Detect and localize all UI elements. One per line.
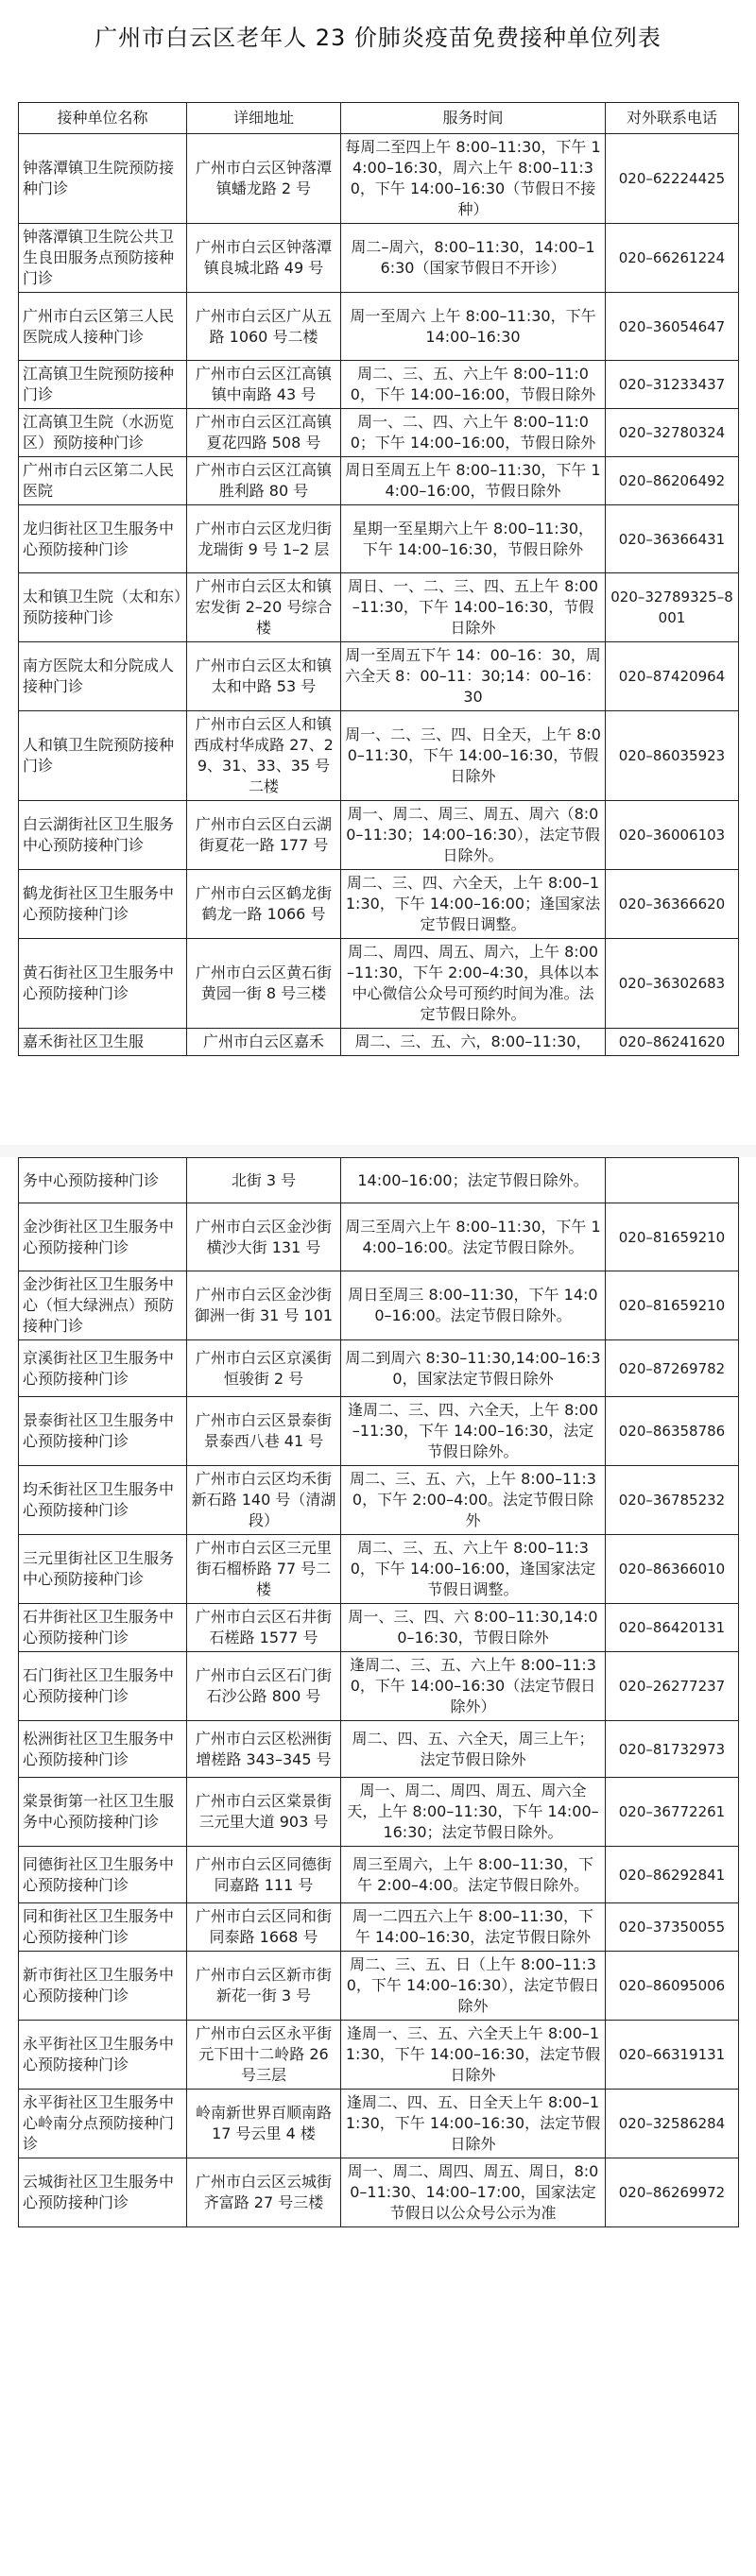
phone-cell: 020–86420131: [606, 1604, 739, 1652]
table-row: [19, 134, 739, 224]
service-hours-cell: 周一至周六 上午 8:00–11:30，下午 14:00–16:30: [341, 293, 606, 361]
unit-name-cell: 松洲街社区卫生服务中心预防接种门诊: [19, 1721, 187, 1778]
unit-name-cell: 人和镇卫生院预防接种门诊: [19, 711, 187, 801]
phone-cell: 020–36302683: [606, 939, 739, 1029]
phone-cell: [606, 1158, 739, 1203]
vaccination-table-part1: [18, 102, 739, 1056]
unit-name-cell: 龙归街社区卫生服务中心预防接种门诊: [19, 505, 187, 573]
service-hours-cell: 周二、周四、周五、周六，上午 8:00–11:30，下午 2:00–4:30，具体以本中心微信公众号可预约时间为准。法定节假日除外。: [341, 939, 606, 1029]
service-hours-cell: 逢周一、三、五、六全天上午 8:00–11:30，下午 14:00–16:30，法定节假日除外: [341, 2021, 606, 2090]
table-row: [19, 711, 739, 801]
address-cell: 广州市白云区云城街齐富路 27 号三楼: [187, 2158, 341, 2227]
table-row: [19, 1652, 739, 1721]
phone-cell: 020–81659210: [606, 1271, 739, 1340]
table-row: [19, 361, 739, 409]
service-hours-cell: 逢周二、三、四、六全天，上午 8:00–11:30，下午 14:00–16:30，法定节假日除外。: [341, 1397, 606, 1466]
address-cell: 广州市白云区龙归街龙瑞街 9 号 1–2 层: [187, 505, 341, 573]
address-cell: 广州市白云区同德街同嘉路 111 号: [187, 1847, 341, 1903]
unit-name-cell: 永平街社区卫生服务中心岭南分点预防接种门诊: [19, 2090, 187, 2158]
phone-cell: 020–36785232: [606, 1466, 739, 1535]
phone-cell: 020–36366620: [606, 870, 739, 939]
service-hours-cell: 周三至周六上午 8:00–11:30，下午 14:00–16:00。法定节假日除外。: [341, 1203, 606, 1271]
unit-name-cell: 江高镇卫生院预防接种门诊: [19, 361, 187, 409]
phone-cell: 020–87420964: [606, 642, 739, 711]
table-header-row: [19, 103, 739, 134]
header-unit-name: 接种单位名称: [19, 103, 187, 134]
unit-name-cell: 南方医院太和分院成人接种门诊: [19, 642, 187, 711]
phone-cell: 020–86206492: [606, 457, 739, 505]
phone-cell: 020–32780324: [606, 409, 739, 457]
table-row: [19, 1535, 739, 1604]
table-row: [19, 1158, 739, 1203]
table-row: [19, 2090, 739, 2158]
address-cell: 广州市白云区石井街石槎路 1577 号: [187, 1604, 341, 1652]
table-row: [19, 1952, 739, 2021]
phone-cell: 020–36054647: [606, 293, 739, 361]
phone-cell: 020–32789325–8001: [606, 573, 739, 642]
unit-name-cell: 京溪街社区卫生服务中心预防接种门诊: [19, 1340, 187, 1397]
phone-cell: 020–31233437: [606, 361, 739, 409]
table-row: [19, 1466, 739, 1535]
service-hours-cell: 周一、二、四、六上午 8:00–11:00；下午 14:00–16:00，节假日除外: [341, 409, 606, 457]
service-hours-cell: 周一、周二、周三、周五、周六（8:00–11:30；14:00–16:30），法定节假日除外。: [341, 801, 606, 870]
unit-name-cell: 金沙街社区卫生服务中心（恒大绿洲点）预防接种门诊: [19, 1271, 187, 1340]
table-row: [19, 2158, 739, 2227]
table-row: [19, 1203, 739, 1271]
service-hours-cell: 14:00–16:00；法定节假日除外。: [341, 1158, 606, 1203]
service-hours-cell: 周一二四五六上午 8:00–11:30，下午 14:00–16:30，法定节假日除外: [341, 1903, 606, 1952]
table-row: [19, 1397, 739, 1466]
table-row: [19, 801, 739, 870]
unit-name-cell: 石门街社区卫生服务中心预防接种门诊: [19, 1652, 187, 1721]
phone-cell: 020–86241620: [606, 1029, 739, 1056]
address-cell: 岭南新世界百顺南路 17 号云里 4 楼: [187, 2090, 341, 2158]
service-hours-cell: 周二、四、五、六全天，周三上午；法定节假日除外: [341, 1721, 606, 1778]
address-cell: 广州市白云区松洲街增槎路 343–345 号: [187, 1721, 341, 1778]
service-hours-cell: 周二、三、五、六，8:00–11:30，: [341, 1029, 606, 1056]
address-cell: 广州市白云区鹤龙街鹤龙一路 1066 号: [187, 870, 341, 939]
address-cell: 广州市白云区金沙街横沙大街 131 号: [187, 1203, 341, 1271]
service-hours-cell: 周二–周六，8:00–11:30，14:00–16:30（国家节假日不开诊）: [341, 224, 606, 293]
table-row: [19, 642, 739, 711]
phone-cell: 020–36772261: [606, 1778, 739, 1847]
header-service-hours: 服务时间: [341, 103, 606, 134]
table-row: [19, 1029, 739, 1056]
service-hours-cell: 周日至周三 8:00–11:30，下午 14:00–16:00。法定节假日除外。: [341, 1271, 606, 1340]
service-hours-cell: 周一、周二、周四、周五、周日，8:00–11:30、14:00–17:00，国家法定节假日以公众号公示为准: [341, 2158, 606, 2227]
table-row: [19, 1340, 739, 1397]
service-hours-cell: 周二、三、五、日（上午 8:00–11:30，下午 14:00–16:30），法定节假日除外: [341, 1952, 606, 2021]
table-row: [19, 1778, 739, 1847]
address-cell: 广州市白云区景泰街景泰西八巷 41 号: [187, 1397, 341, 1466]
table-row: [19, 505, 739, 573]
unit-name-cell: 金沙街社区卫生服务中心预防接种门诊: [19, 1203, 187, 1271]
unit-name-cell: 三元里街社区卫生服务中心预防接种门诊: [19, 1535, 187, 1604]
phone-cell: 020–81732973: [606, 1721, 739, 1778]
phone-cell: 020–26277237: [606, 1652, 739, 1721]
phone-cell: 020–86269972: [606, 2158, 739, 2227]
unit-name-cell: 新市街社区卫生服务中心预防接种门诊: [19, 1952, 187, 2021]
service-hours-cell: 星期一至星期六上午 8:00–11:30，下午 14:00–16:30，节假日除外: [341, 505, 606, 573]
address-cell: 广州市白云区同和街同泰路 1668 号: [187, 1903, 341, 1952]
address-cell: 广州市白云区棠景街三元里大道 903 号: [187, 1778, 341, 1847]
table-row: [19, 1604, 739, 1652]
unit-name-cell: 太和镇卫生院（太和东）预防接种门诊: [19, 573, 187, 642]
address-cell: 广州市白云区广从五路 1060 号二楼: [187, 293, 341, 361]
phone-cell: 020–87269782: [606, 1340, 739, 1397]
unit-name-cell: 鹤龙街社区卫生服务中心预防接种门诊: [19, 870, 187, 939]
service-hours-cell: 逢周二、三、五、六上午 8:00–11:30，下午 14:00–16:30（法定节假日除外）: [341, 1652, 606, 1721]
address-cell: 广州市白云区钟落潭镇良城北路 49 号: [187, 224, 341, 293]
service-hours-cell: 逢周二、四、五、日全天上午 8:00–11:30，下午 14:00–16:30，法定节假日除外: [341, 2090, 606, 2158]
unit-name-cell: 广州市白云区第三人民医院成人接种门诊: [19, 293, 187, 361]
page-title: 广州市白云区老年人 23 价肺炎疫苗免费接种单位列表: [94, 25, 662, 51]
unit-name-cell: 均禾街社区卫生服务中心预防接种门诊: [19, 1466, 187, 1535]
unit-name-cell: 钟落潭镇卫生院公共卫生良田服务点预防接种门诊: [19, 224, 187, 293]
unit-name-cell: 嘉禾街社区卫生服: [19, 1029, 187, 1056]
phone-cell: 020–86035923: [606, 711, 739, 801]
service-hours-cell: 周二、三、五、六上午 8:00–11:30，下午 14:00–16:00，逢国家法定节假日调整。: [341, 1535, 606, 1604]
table-row: [19, 1721, 739, 1778]
unit-name-cell: 江高镇卫生院（水沥览区）预防接种门诊: [19, 409, 187, 457]
header-phone: 对外联系电话: [606, 103, 739, 134]
address-cell: 广州市白云区嘉禾: [187, 1029, 341, 1056]
phone-cell: 020–86292841: [606, 1847, 739, 1903]
address-cell: 广州市白云区石门街石沙公路 800 号: [187, 1652, 341, 1721]
service-hours-cell: 周二到周六 8:30–11:30,14:00–16:30，国家法定节假日除外: [341, 1340, 606, 1397]
address-cell: 广州市白云区金沙街御洲一街 31 号 101: [187, 1271, 341, 1340]
service-hours-cell: 周日至周五上午 8:00–11:30，下午 14:00–16:00，节假日除外: [341, 457, 606, 505]
service-hours-cell: 周日、一、二、三、四、五上午 8:00–11:30，下午 14:00–16:30，节假日除外: [341, 573, 606, 642]
phone-cell: 020–66261224: [606, 224, 739, 293]
phone-cell: 020–86358786: [606, 1397, 739, 1466]
address-cell: 广州市白云区永平街元下田十二岭路 26 号三层: [187, 2021, 341, 2090]
address-cell: 广州市白云区江高镇镇中南路 43 号: [187, 361, 341, 409]
table-row: [19, 939, 739, 1029]
page-break: [0, 1145, 756, 1157]
phone-cell: 020–81659210: [606, 1203, 739, 1271]
phone-cell: 020–86095006: [606, 1952, 739, 2021]
address-cell: 广州市白云区均禾街新石路 140 号（清湖段）: [187, 1466, 341, 1535]
table-row: [19, 409, 739, 457]
address-cell: 广州市白云区江高镇胜利路 80 号: [187, 457, 341, 505]
phone-cell: 020–36006103: [606, 801, 739, 870]
table-row: [19, 293, 739, 361]
unit-name-cell: 棠景街第一社区卫生服务中心预防接种门诊: [19, 1778, 187, 1847]
unit-name-cell: 广州市白云区第二人民医院: [19, 457, 187, 505]
unit-name-cell: 永平街社区卫生服务中心预防接种门诊: [19, 2021, 187, 2090]
unit-name-cell: 景泰街社区卫生服务中心预防接种门诊: [19, 1397, 187, 1466]
service-hours-cell: 周二、三、五、六上午 8:00–11:00，下午 14:00–16:00，节假日除外: [341, 361, 606, 409]
service-hours-cell: 每周二至四上午 8:00–11:30，下午 14:00–16:30，周六上午 8:00–11:30，下午 14:00–16:30（节假日不接种）: [341, 134, 606, 224]
unit-name-cell: 白云湖街社区卫生服务中心预防接种门诊: [19, 801, 187, 870]
table-row: [19, 457, 739, 505]
table-row: [19, 2021, 739, 2090]
phone-cell: 020–37350055: [606, 1903, 739, 1952]
service-hours-cell: 周一、周二、周四、周五、周六全天，上午 8:00–11:30，下午 14:00–16:30；法定节假日除外。: [341, 1778, 606, 1847]
service-hours-cell: 周一、三、四、六 8:00–11:30,14:00–16:30，节假日除外: [341, 1604, 606, 1652]
phone-cell: 020–66319131: [606, 2021, 739, 2090]
address-cell: 广州市白云区太和镇太和中路 53 号: [187, 642, 341, 711]
address-cell: 北街 3 号: [187, 1158, 341, 1203]
service-hours-cell: 周一至周五下午 14：00–16：30，周六全天 8：00–11：30;14：00–16：30: [341, 642, 606, 711]
service-hours-cell: 周三至周六，上午 8:00–11:30，下午 2:00–4:00。法定节假日除外。: [341, 1847, 606, 1903]
header-address: 详细地址: [187, 103, 341, 134]
phone-cell: 020–36366431: [606, 505, 739, 573]
service-hours-cell: 周一、二、三、四、日全天，上午 8:00–11:30，下午 14:00–16:30，节假日除外: [341, 711, 606, 801]
table-row: [19, 1271, 739, 1340]
table-row: [19, 573, 739, 642]
address-cell: 广州市白云区白云湖街夏花一路 177 号: [187, 801, 341, 870]
address-cell: 广州市白云区人和镇西成村华成路 27、29、31、33、35 号二楼: [187, 711, 341, 801]
address-cell: 广州市白云区京溪街恒骏街 2 号: [187, 1340, 341, 1397]
unit-name-cell: 同和街社区卫生服务中心预防接种门诊: [19, 1903, 187, 1952]
table-row: [19, 1903, 739, 1952]
address-cell: 广州市白云区江高镇夏花四路 508 号: [187, 409, 341, 457]
address-cell: 广州市白云区黄石街黄园一街 8 号三楼: [187, 939, 341, 1029]
unit-name-cell: 云城街社区卫生服务中心预防接种门诊: [19, 2158, 187, 2227]
unit-name-cell: 石井街社区卫生服务中心预防接种门诊: [19, 1604, 187, 1652]
table-row: [19, 870, 739, 939]
unit-name-cell: 务中心预防接种门诊: [19, 1158, 187, 1203]
phone-cell: 020–32586284: [606, 2090, 739, 2158]
address-cell: 广州市白云区三元里街石榴桥路 77 号二楼: [187, 1535, 341, 1604]
service-hours-cell: 周二、三、五、六，上午 8:00–11:30，下午 2:00–4:00。法定节假日除外: [341, 1466, 606, 1535]
table-row: [19, 1847, 739, 1903]
service-hours-cell: 周二、三、四、六全天，上午 8:00–11:30，下午 14:00–16:00；逢国家法定节假日调整。: [341, 870, 606, 939]
table-row: [19, 224, 739, 293]
address-cell: 广州市白云区太和镇宏发街 2–20 号综合楼: [187, 573, 341, 642]
phone-cell: 020–62224425: [606, 134, 739, 224]
phone-cell: 020–86366010: [606, 1535, 739, 1604]
vaccination-table-part2: [18, 1157, 739, 2227]
unit-name-cell: 黄石街社区卫生服务中心预防接种门诊: [19, 939, 187, 1029]
unit-name-cell: 同德街社区卫生服务中心预防接种门诊: [19, 1847, 187, 1903]
unit-name-cell: 钟落潭镇卫生院预防接种门诊: [19, 134, 187, 224]
address-cell: 广州市白云区新市街新花一街 3 号: [187, 1952, 341, 2021]
address-cell: 广州市白云区钟落潭镇蟠龙路 2 号: [187, 134, 341, 224]
